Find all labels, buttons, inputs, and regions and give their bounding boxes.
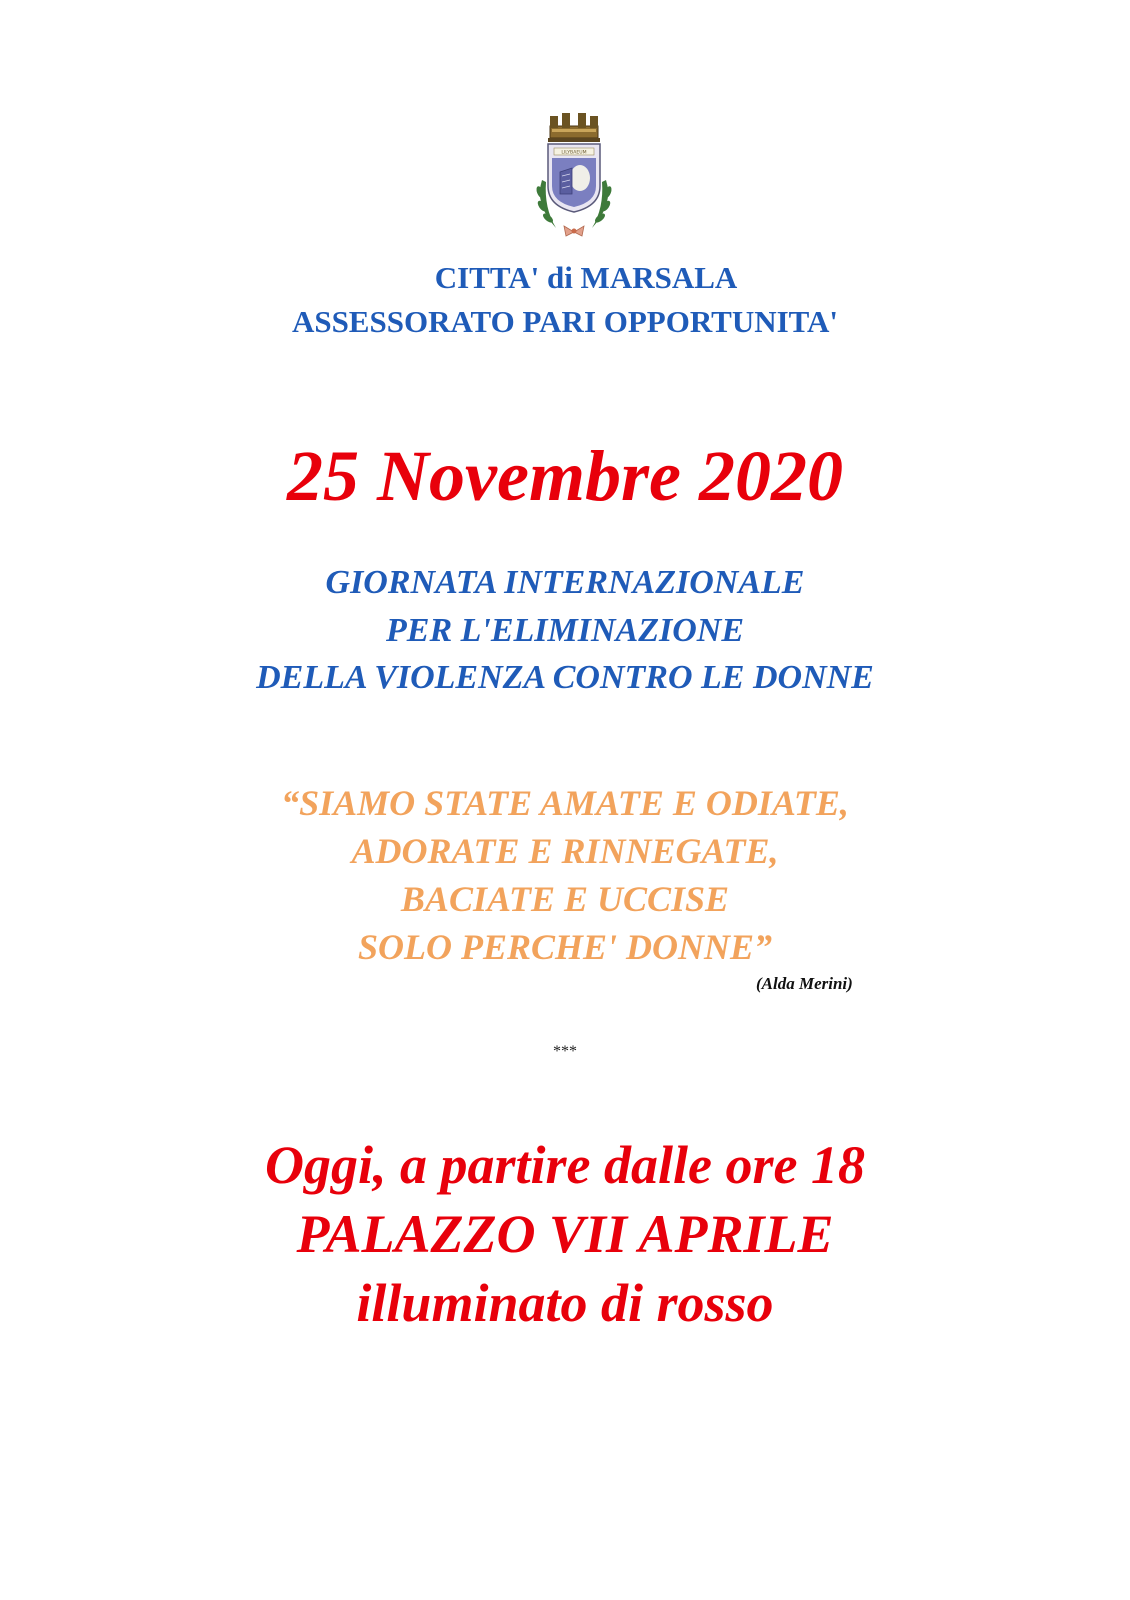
city-crest-logo xyxy=(528,108,620,248)
separator: *** xyxy=(553,1043,577,1060)
shield-icon xyxy=(548,144,600,212)
announcement-line-3: illuminato di rosso xyxy=(356,1273,774,1333)
quote-line-2: ADORATE E RINNEGATE, xyxy=(351,831,779,871)
announcement-line-2: PALAZZO VII APRILE xyxy=(296,1204,834,1264)
department-name: ASSESSORATO PARI OPPORTUNITA' xyxy=(291,304,839,339)
event-title-line-3: DELLA VIOLENZA CONTRO LE DONNE xyxy=(256,659,874,696)
crown-icon xyxy=(548,113,600,142)
quote-line-1: “SIAMO STATE AMATE E ODIATE, xyxy=(281,783,849,823)
quote-line-4: SOLO PERCHE' DONNE” xyxy=(357,927,773,967)
quote-line-3: BACIATE E UCCISE xyxy=(400,879,730,919)
event-date: 25 Novembre 2020 xyxy=(287,436,843,516)
event-title-line-1: GIORNATA INTERNAZIONALE xyxy=(325,564,805,601)
quote-author: (Alda Merini) xyxy=(756,974,853,993)
event-title-line-2: PER L'ELIMINAZIONE xyxy=(386,612,744,649)
city-name: CITTA' di MARSALA xyxy=(434,260,738,295)
announcement-line-1: Oggi, a partire dalle ore 18 xyxy=(265,1135,865,1195)
ribbon-icon xyxy=(564,226,584,236)
crest-banner: LILYBAEUM xyxy=(561,150,587,156)
